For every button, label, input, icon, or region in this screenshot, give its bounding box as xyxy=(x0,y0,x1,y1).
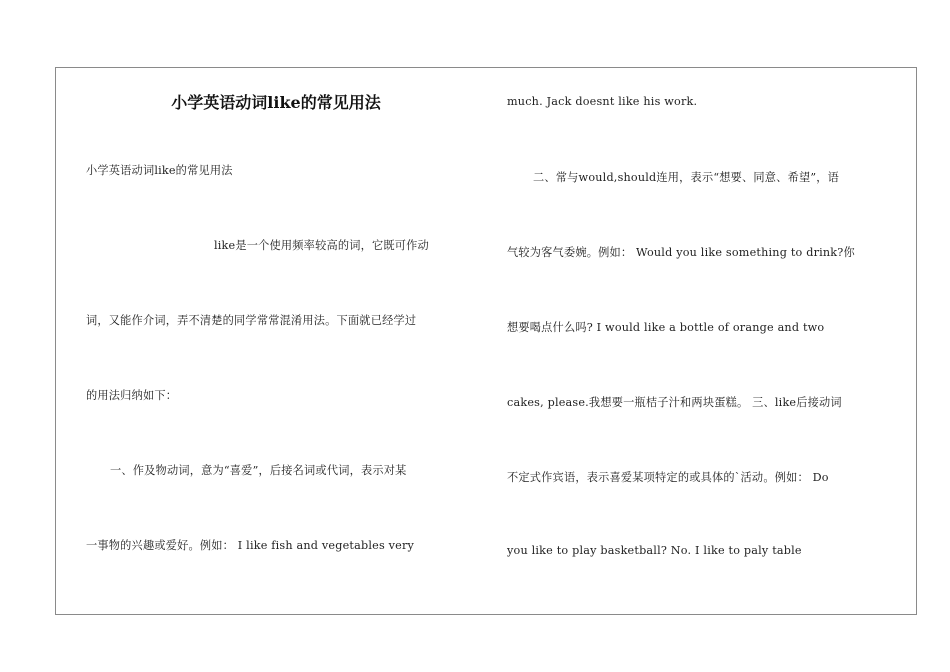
text-line: much. Jack doesnt like his work. xyxy=(507,95,698,108)
text-line: 的用法归纳如下： xyxy=(86,389,178,402)
text-line: 二、常与would,should连用，表示“想要、同意、希望”，语 xyxy=(533,171,840,184)
text-line: 气较为客气委婉。例如： Would you like something to drink?你 xyxy=(507,246,855,259)
text-line: cakes, please.我想要一瓶桔子汁和两块蛋糕。 三、like后接动词 xyxy=(507,396,842,409)
text-line: 一事物的兴趣或爱好。例如： I like fish and vegetables very xyxy=(86,539,415,552)
text-line: you like to play basketball? No. I like to paly table xyxy=(507,544,802,557)
text-line: 想要喝点什么吗? I would like a bottle of orange and two xyxy=(507,321,825,334)
text-line: 词，又能作介词，弄不清楚的同学常常混淆用法。下面就已经学过 xyxy=(86,314,417,327)
text-line: 小学英语动词like的常见用法 xyxy=(86,164,233,177)
text-line: like是一个使用频率较高的词，它既可作动 xyxy=(214,239,429,252)
text-line: 不定式作宾语，表示喜爱某项特定的或具体的`活动。例如： Do xyxy=(507,471,829,484)
text-line: 一、作及物动词，意为“喜爱”，后接名词或代词，表示对某 xyxy=(110,464,407,477)
document-title: 小学英语动词like的常见用法 xyxy=(171,93,381,112)
document-page xyxy=(55,67,917,615)
